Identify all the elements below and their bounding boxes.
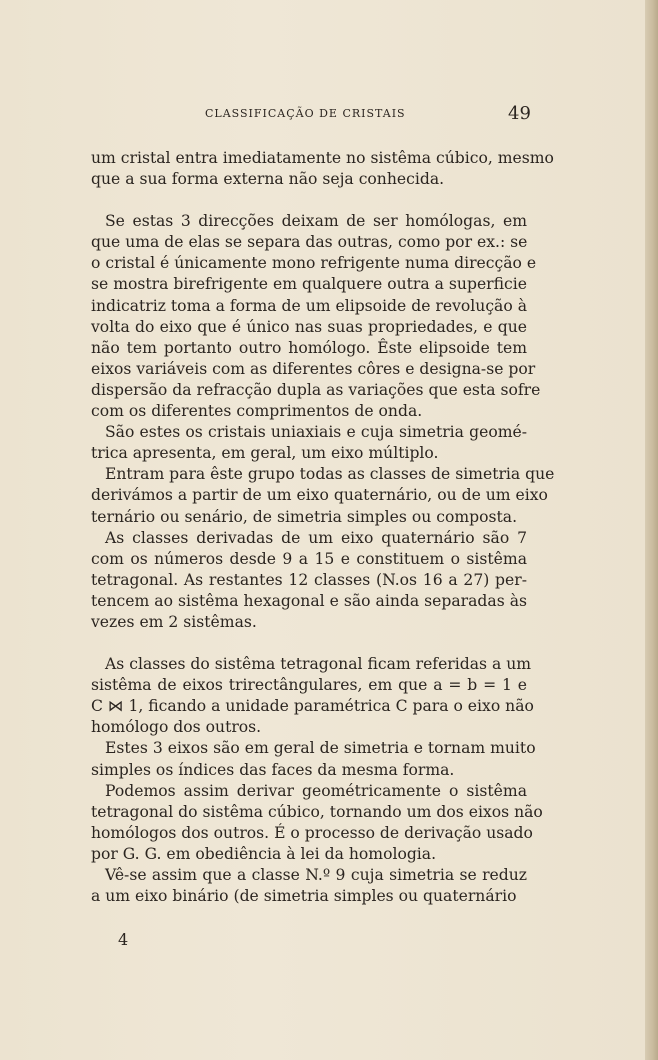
text-line: C ⋈ 1, ficando a unidade paramétrica C para o eixo não xyxy=(91,697,534,716)
paragraph xyxy=(77,422,527,464)
paragraph xyxy=(77,738,536,780)
text-line: volta do eixo que é único nas suas propriedades, e que xyxy=(91,317,527,336)
text-line: simples os índices das faces da mesma forma. xyxy=(91,760,455,779)
signature-mark: 4 xyxy=(118,930,129,949)
paragraph xyxy=(77,211,541,422)
paragraph xyxy=(77,781,543,865)
text-line: se mostra birefrigente em qualquere outra a superficie xyxy=(91,275,527,294)
text-line: sistêma de eixos trirectângulares, em que a = b = 1 e xyxy=(91,676,527,695)
paragraph-gap xyxy=(77,633,527,654)
page-number: 49 xyxy=(508,103,531,124)
text-line: eixos variáveis com as diferentes côres e designa-se por xyxy=(91,359,536,378)
text-line: Vê-se assim que a classe N.º 9 cuja simetria se reduz xyxy=(105,866,527,884)
text-line: Estes 3 eixos são em geral de simetria e tornam muito xyxy=(105,739,536,758)
text-line: derivámos a partir de um eixo quaternário, ou de um eixo xyxy=(91,486,548,505)
paragraph xyxy=(77,865,527,907)
text-line: com os números desde 9 a 15 e constituem o sistêma xyxy=(91,549,527,568)
paragraph xyxy=(77,148,554,190)
paragraph-gap xyxy=(77,190,527,211)
text-line: o cristal é únicamente mono refrigente numa direcção e xyxy=(91,254,537,273)
text-line: tetragonal. As restantes 12 classes (N.os 16 a 27) per- xyxy=(91,570,527,589)
body-text xyxy=(77,148,555,907)
text-line: não tem portanto outro homólogo. Êste elipsoide tem xyxy=(91,338,527,357)
text-line: São estes os cristais uniaxiais e cuja simetria geomé- xyxy=(105,423,527,442)
text-line: tencem ao sistêma hexagonal e são ainda separadas às xyxy=(91,591,527,610)
text-line: indicatriz toma a forma de um elipsoide de revolução à xyxy=(91,296,527,315)
text-line: vezes em 2 sistêmas. xyxy=(91,612,257,631)
text-line: Entram para êste grupo todas as classes de simetria que xyxy=(105,465,555,484)
text-line: trica apresenta, em geral, um eixo múltiplo. xyxy=(91,444,439,463)
text-line: tetragonal do sistêma cúbico, tornando um dos eixos não xyxy=(91,802,543,821)
text-line: que a sua forma externa não seja conhecida. xyxy=(91,170,445,189)
running-title: CLASSIFICAÇÃO DE CRISTAIS xyxy=(205,107,406,120)
text-line: homólogo dos outros. xyxy=(91,718,262,737)
page-edge xyxy=(645,0,658,1060)
text-line: por G. G. em obediência à lei da homologia. xyxy=(91,844,437,863)
text-line: a um eixo binário (de simetria simples ou quaternário xyxy=(91,887,517,906)
paragraph xyxy=(77,528,527,633)
paragraph xyxy=(77,464,555,527)
text-line: As classes derivadas de um eixo quaternário são 7 xyxy=(105,528,527,547)
text-line: um cristal entra imediatamente no sistêma cúbico, mesmo xyxy=(91,149,554,167)
text-line: Se estas 3 direcções deixam de ser homólogas, em xyxy=(105,212,527,231)
text-line: que uma de elas se separa das outras, como por ex.: se xyxy=(91,233,528,252)
text-line: As classes do sistêma tetragonal ficam referidas a um xyxy=(105,655,532,674)
text-line: com os diferentes comprimentos de onda. xyxy=(91,402,423,421)
text-line: Podemos assim derivar geométricamente o sistêma xyxy=(105,781,527,800)
text-line: dispersão da refracção dupla as variações que esta sofre xyxy=(91,380,541,399)
text-line: ternário ou senário, de simetria simples ou composta. xyxy=(91,507,518,526)
paragraph xyxy=(77,654,534,738)
text-line: homólogos dos outros. É o processo de derivação usado xyxy=(91,823,533,842)
